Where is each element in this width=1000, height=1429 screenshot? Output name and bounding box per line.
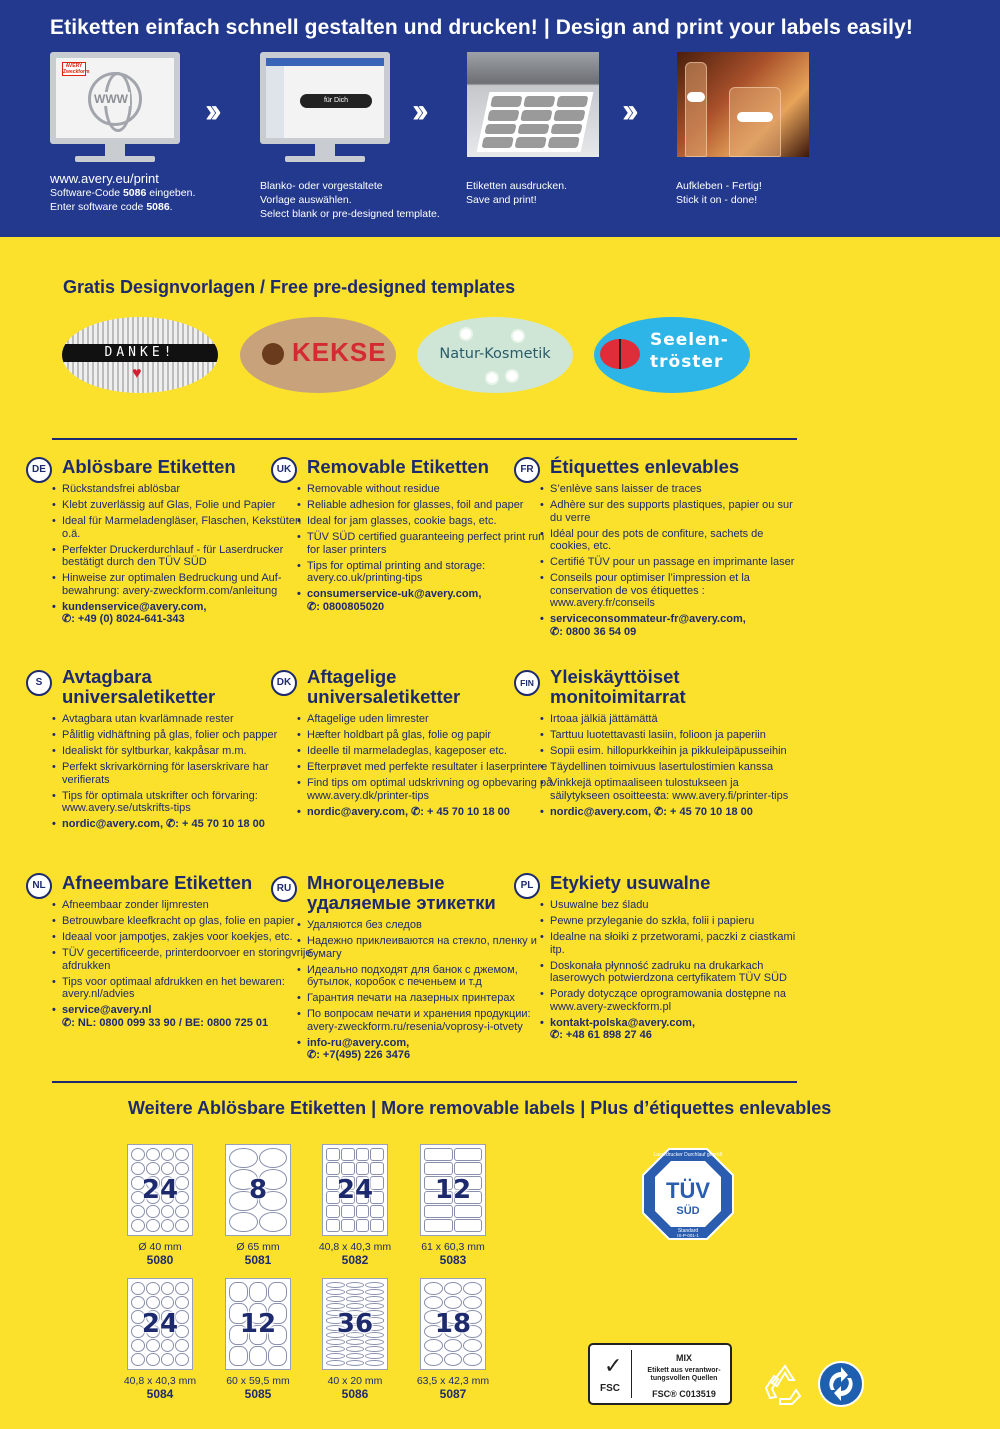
feature-item: • Certifié TÜV pour un passage en imprimante laser <box>540 556 800 569</box>
labels-per-sheet: 8 <box>248 1175 268 1205</box>
feature-item: • S’enlève sans laisser de traces <box>540 483 800 496</box>
feature-item: • Ideal für Marmeladengläser, Flaschen, Kekstüten o.ä. <box>52 515 312 540</box>
fsc-mix-certificate: ✓ FSC MIX Etikett aus verantwor- tungsvollen Quellen FSC® C013519 <box>588 1343 732 1405</box>
label-sheet-icon <box>225 1278 291 1370</box>
contact-info: • nordic@avery.com, ✆: + 45 70 10 18 00 <box>297 806 557 819</box>
feature-item: • Tips for optimal printing and storage: avery.co.uk/printing-tips <box>297 560 557 585</box>
product-code: 5083 <box>439 1253 467 1267</box>
label-size: 40,8 x 40,3 mm <box>318 1241 392 1253</box>
labels-per-sheet: 24 <box>141 1309 179 1339</box>
language-heading: Aftagelige universaletiketter <box>307 666 461 707</box>
language-heading: Afneembare Etiketten <box>62 872 253 893</box>
svg-text:SÜD: SÜD <box>676 1205 700 1217</box>
feature-item: • Usuwalne bez śladu <box>540 899 800 912</box>
recycle-icon <box>762 1362 808 1408</box>
feature-item: • Doskonała płynność zadruku na drukarkach laserowych potwierdzona certyfikatem TÜV SÜD <box>540 960 800 985</box>
feature-item: • Täydellinen toimivuus lasertulostimien kanssa <box>540 761 800 774</box>
language-badge: S <box>26 670 52 696</box>
svg-text:IS-P-001-1: IS-P-001-1 <box>677 1233 699 1238</box>
feature-list <box>540 899 800 1045</box>
template-kekse: KEKSE <box>240 317 396 393</box>
product-code: 5085 <box>244 1387 272 1401</box>
labels-per-sheet: 24 <box>141 1175 179 1205</box>
label-sheet-icon <box>127 1144 193 1236</box>
feature-item: • Idéal pour des pots de confiture, sachets de cookies, etc. <box>540 528 800 553</box>
feature-item: • Adhère sur des supports plastiques, papier ou sur du verre <box>540 499 800 524</box>
product-5080 <box>115 1144 205 1267</box>
language-badge: UK <box>271 457 297 483</box>
divider <box>52 1081 797 1083</box>
contact-info: • nordic@avery.com, ✆: + 45 70 10 18 00 <box>540 806 800 819</box>
software-code: 5086 <box>122 187 147 199</box>
language-heading: Avtagbara universaletiketter <box>62 666 216 707</box>
flower-icon <box>513 331 523 341</box>
feature-item: • Надежно приклеиваются на стекло, пленку и бумагу <box>297 935 557 960</box>
feature-item: • Удаляются без следов <box>297 919 557 932</box>
label-size: 61 x 60,3 mm <box>421 1241 485 1253</box>
feature-list <box>52 899 312 1033</box>
feature-item: • Avtagbara utan kvarlämnade rester <box>52 713 312 726</box>
step-1-text: www.avery.eu/print Software-Code 5086 eingeben. Enter software code 5086. <box>50 171 196 213</box>
feature-item: • Hæfter holdbart på glas, folie og papir <box>297 729 557 742</box>
language-heading: Étiquettes enlevables <box>550 456 740 477</box>
language-badge: RU <box>271 876 297 902</box>
feature-item: • Irtoaa jälkiä jättämättä <box>540 713 800 726</box>
feature-list <box>297 713 557 822</box>
label-size: 63,5 x 42,3 mm <box>416 1375 490 1387</box>
product-5082 <box>310 1144 400 1267</box>
language-badge: PL <box>514 873 540 899</box>
flower-icon <box>461 329 471 339</box>
product-code: 5084 <box>146 1387 174 1401</box>
labels-per-sheet: 12 <box>434 1175 472 1205</box>
svg-text:Standard: Standard <box>677 1228 699 1234</box>
divider <box>52 438 797 440</box>
flower-icon <box>487 373 497 383</box>
chevron-right-icon: ›› <box>622 92 633 130</box>
product-5084 <box>115 1278 205 1401</box>
contact-info: • nordic@avery.com, ✆: + 45 70 10 18 00 <box>52 818 312 831</box>
step-2-text: Blanko- oder vorgestaltete Vorlage auswählen. Select blank or pre-designed template. <box>260 180 440 220</box>
label-size: 40 x 20 mm <box>327 1375 383 1387</box>
templates-title: Gratis Designvorlagen / Free pre-designed templates <box>63 277 516 297</box>
feature-item: • Idealne na słoiki z przetworami, paczki z ciastkami itp. <box>540 931 800 956</box>
svg-text:Laserdrucker Durchlauf geprüft: Laserdrucker Durchlauf geprüft <box>653 1152 723 1158</box>
feature-item: • Pewne przyleganie do szkła, folii i papieru <box>540 915 800 928</box>
green-dot-icon <box>817 1360 865 1408</box>
contact-info: • consumerservice-uk@avery.com, ✆: 0800805020 <box>297 588 557 613</box>
printer-illustration <box>467 52 599 157</box>
feature-item: • Sopii esim. hillopurkkeihin ja pikkuleipäpusseihin <box>540 745 800 758</box>
contact-info: • info-ru@avery.com, ✆: +7(495) 226 3476 <box>297 1037 557 1062</box>
feature-item: • Ideelle til marmeladeglas, kageposer etc. <box>297 745 557 758</box>
how-it-works-banner <box>0 0 1000 237</box>
product-code: 5082 <box>341 1253 369 1267</box>
feature-item: • TÜV SÜD certified guaranteeing perfect print run for laser printers <box>297 531 557 556</box>
flower-icon <box>507 371 517 381</box>
product-code: 5086 <box>341 1387 369 1401</box>
feature-list <box>297 483 557 617</box>
website-url: www.avery.eu/print <box>50 171 159 186</box>
chevron-right-icon: ›› <box>205 92 216 130</box>
feature-list <box>52 483 312 629</box>
label-sheet-icon <box>420 1144 486 1236</box>
feature-list <box>540 483 800 642</box>
label-sheet-icon <box>322 1278 388 1370</box>
step-4-text: Aufkleben - Fertig! Stick it on - done! <box>676 180 762 206</box>
feature-item: • Aftagelige uden limrester <box>297 713 557 726</box>
www-label: WWW <box>94 92 128 106</box>
jars-photo <box>677 52 809 157</box>
label-size: Ø 40 mm <box>138 1241 182 1253</box>
contact-info: • service@avery.nl ✆: NL: 0800 099 33 90 / BE: 0800 725 01 <box>52 1004 312 1029</box>
language-badge: DK <box>271 670 297 696</box>
label-size: 40,8 x 40,3 mm <box>123 1375 197 1387</box>
product-5083 <box>408 1144 498 1267</box>
template-seelentroster: Seelen- tröster <box>594 317 750 393</box>
language-badge: NL <box>26 873 52 899</box>
feature-list <box>297 919 557 1065</box>
feature-list <box>540 713 800 822</box>
feature-list <box>52 713 312 834</box>
contact-info: • kontakt-polska@avery.com, ✆: +48 61 898 27 46 <box>540 1017 800 1042</box>
template-natur-kosmetik: Natur-Kosmetik <box>417 317 573 393</box>
feature-item: • Идеально подходят для банок с джемом, бутылок, коробок с печеньем и т.д <box>297 964 557 989</box>
language-heading: Yleiskäyttöiset monitoimitarrat <box>550 666 686 707</box>
labels-per-sheet: 18 <box>434 1309 472 1339</box>
feature-item: • Idealiskt för syltburkar, kakpåsar m.m. <box>52 745 312 758</box>
contact-info: • serviceconsommateur-fr@avery.com, ✆: 0800 36 54 09 <box>540 613 800 638</box>
website-monitor-illustration <box>50 52 180 162</box>
step-3-text: Etiketten ausdrucken. Save and print! <box>466 180 567 206</box>
feature-item: • Perfekter Druckerdurchlauf - für Laserdrucker bestätigt durch den TÜV SÜD <box>52 544 312 569</box>
feature-item: • Ideaal voor jampotjes, zakjes voor koekjes, etc. <box>52 931 312 944</box>
label-sheet-icon <box>420 1278 486 1370</box>
product-5085 <box>213 1278 303 1401</box>
feature-item: • Tips voor optimaal afdrukken en het bewaren: avery.nl/advies <box>52 976 312 1001</box>
label-size: 60 x 59,5 mm <box>226 1375 290 1387</box>
product-code: 5081 <box>244 1253 272 1267</box>
feature-item: • Ideal for jam glasses, cookie bags, etc. <box>297 515 557 528</box>
more-labels-title: Weitere Ablösbare Etiketten | More removable labels | Plus d’étiquettes enlevables <box>128 1098 832 1118</box>
feature-item: • Vinkkejä optimaaliseen tulostukseen ja säilytykseen osoitteesta: www.avery.fi/printer-tips <box>540 777 800 802</box>
cookie-icon <box>262 343 284 365</box>
feature-item: • TÜV gecertificeerde, printerdoorvoer en storingvrije afdrukken <box>52 947 312 972</box>
ladybug-icon <box>600 339 640 369</box>
language-badge: FR <box>514 457 540 483</box>
product-5081 <box>213 1144 303 1267</box>
heart-icon: ♥ <box>132 365 142 382</box>
language-heading: Removable Etiketten <box>307 456 489 477</box>
label-sheet-icon <box>127 1278 193 1370</box>
feature-item: • Find tips om optimal udskrivning og opbevaring på www.avery.dk/printer-tips <box>297 777 557 802</box>
labels-per-sheet: 36 <box>336 1309 374 1339</box>
avery-mini-logo: AVERY Zweckform <box>63 63 90 75</box>
product-code: 5080 <box>146 1253 174 1267</box>
language-heading: Многоцелевые удаляемые этикетки <box>307 872 496 913</box>
editor-label-preview: für Dich <box>300 94 372 108</box>
language-heading: Ablösbare Etiketten <box>62 456 236 477</box>
banner-title: Etiketten einfach schnell gestalten und drucken! | Design and print your labels easily! <box>50 16 913 39</box>
product-5087 <box>408 1278 498 1401</box>
chevron-right-icon: ›› <box>412 92 423 130</box>
feature-item: • Afneembaar zonder lijmresten <box>52 899 312 912</box>
editor-monitor-illustration <box>260 52 390 162</box>
language-badge: FIN <box>514 670 540 696</box>
template-danke: DANKE! ♥ <box>62 317 218 393</box>
feature-item: • Reliable adhesion for glasses, foil and paper <box>297 499 557 512</box>
product-code: 5087 <box>439 1387 467 1401</box>
fsc-tree-icon: ✓ FSC <box>596 1350 632 1398</box>
feature-item: • Pålitlig vidhäftning på glas, folier och papper <box>52 729 312 742</box>
language-badge: DE <box>26 457 52 483</box>
contact-info: • kundenservice@avery.com, ✆: +49 (0) 8024-641-343 <box>52 601 312 626</box>
feature-item: • Tips för optimala utskrifter och förvaring: www.avery.se/utskrifts-tips <box>52 790 312 815</box>
feature-item: • Tarttuu luotettavasti lasiin, folioon ja paperiin <box>540 729 800 742</box>
feature-item: • Removable without residue <box>297 483 557 496</box>
labels-per-sheet: 12 <box>239 1309 277 1339</box>
feature-item: • Perfekt skrivarkörning för laserskrivare har verifierats <box>52 761 312 786</box>
labels-per-sheet: 24 <box>336 1175 374 1205</box>
feature-item: • По вопросам печати и хранения продукции: avery-zweckform.ru/resenia/voprosy-i-otvety <box>297 1008 557 1033</box>
feature-item: • Rückstandsfrei ablösbar <box>52 483 312 496</box>
feature-item: • Porady dotyczące oprogramowania dostępne na www.avery-zweckform.pl <box>540 988 800 1013</box>
label-sheet-icon <box>322 1144 388 1236</box>
label-sheet-icon <box>225 1144 291 1236</box>
product-5086 <box>310 1278 400 1401</box>
language-heading: Etykiety usuwalne <box>550 872 711 893</box>
svg-text:TÜV: TÜV <box>666 1178 710 1203</box>
feature-item: • Betrouwbare kleefkracht op glas, folie en papier <box>52 915 312 928</box>
tuv-sud-certificate-icon <box>641 1147 735 1241</box>
feature-item: • Efterprøvet med perfekte resultater i laserprintere <box>297 761 557 774</box>
feature-item: • Conseils pour optimiser l’impression et la conservation de vos étiquettes : www.avery.fr/conseils <box>540 572 800 610</box>
feature-item: • Klebt zuverlässig auf Glas, Folie und Papier <box>52 499 312 512</box>
feature-item: • Hinweise zur optimalen Bedruckung und Aufbewahrung: avery-zweckform.com/anleitung <box>52 572 312 597</box>
feature-item: • Гарантия печати на лазерных принтерах <box>297 992 557 1005</box>
label-size: Ø 65 mm <box>236 1241 280 1253</box>
